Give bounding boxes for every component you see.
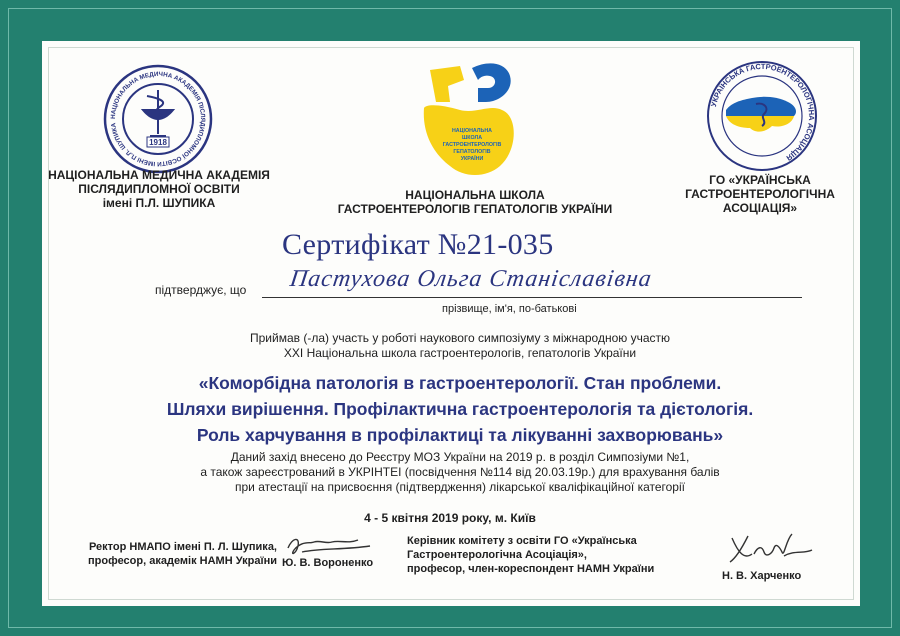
- name-caption: прізвище, ім'я, по-батькові: [442, 303, 577, 315]
- certificate-title: Сертифікат №21-035: [282, 228, 554, 261]
- school-logo-text: ГАСТРОЕНТЕРОЛОГІВ: [442, 142, 502, 148]
- rector-name: Ю. В. Вороненко: [282, 557, 374, 569]
- participation-line: Приймав (-ла) участь у роботі наукового симпозіуму з міжнародною участю: [249, 331, 671, 345]
- academy-ring-text: НАЦІОНАЛЬНА МЕДИЧНА АКАДЕМІЯ ПІСЛЯДИПЛОМНОЇ ОСВІТИ ІМЕНІ П.Л. ШУПИКА: [109, 70, 207, 168]
- event-date: 4 - 5 квітня 2019 року, м. Київ: [364, 511, 536, 525]
- school-logo-blue-shape: [472, 63, 511, 102]
- rector-role-line: професор, академік НАМН України: [88, 555, 277, 567]
- association-name-line: ГО «УКРАЇНСЬКА: [709, 173, 811, 187]
- school-logo: [420, 58, 530, 182]
- school-name-line: НАЦІОНАЛЬНА ШКОЛА: [405, 188, 545, 202]
- symposium-topic: [110, 370, 810, 448]
- recipient-name: Пастухова Ольга Станіславівна: [288, 266, 654, 292]
- association-ring-text: УКРАЇНСЬКА ГАСТРОЕНТЕРОЛОГІЧНА АСОЦІАЦІЯ: [708, 61, 817, 163]
- bowl-of-hygieia-icon: [143, 90, 173, 136]
- academy-logo: [103, 64, 213, 174]
- association-name-line: ГАСТРОЕНТЕРОЛОГІЧНА: [685, 187, 835, 201]
- registry-line: Даний захід внесено до Реєстру МОЗ України на 2019 р. в розділ Симпозіуми №1,: [230, 450, 690, 464]
- academy-name-line: імені П.Л. ШУПИКА: [102, 196, 216, 210]
- rector-role-line: Ректор НМАПО імені П. Л. Шупика,: [88, 541, 277, 553]
- topic-line: «Коморбідна патологія в гастроентерології. Стан проблеми.: [198, 373, 722, 393]
- academy-year: 1918: [149, 138, 167, 147]
- school-name-line: ГАСТРОЕНТЕРОЛОГІВ ГЕПАТОЛОГІВ УКРАЇНИ: [337, 202, 613, 216]
- participation-line: XXI Національна школа гастроентерологів, гепатологів України: [283, 346, 637, 360]
- school-name: [330, 188, 620, 216]
- recipient-name-underline: [262, 297, 802, 298]
- school-logo-text: ГЕПАТОЛОГІВ: [453, 149, 491, 155]
- registry-line: а також зареєстрований в УКРІНТЕІ (посвідчення №114 від 20.03.19р.) для врахування балів: [200, 465, 720, 479]
- topic-line: Роль харчування в профілактиці та лікуванні захворювань»: [196, 425, 724, 445]
- association-name: [660, 173, 860, 215]
- association-logo: [706, 60, 818, 172]
- ukraine-map-icon: [726, 97, 796, 132]
- academy-name-line: НАЦІОНАЛЬНА МЕДИЧНА АКАДЕМІЯ: [48, 168, 270, 182]
- rector-role: [57, 540, 277, 568]
- school-logo-text: НАЦІОНАЛЬНА: [451, 128, 493, 134]
- participation-text: [190, 331, 730, 361]
- topic-line: Шляхи вирішення. Профілактична гастроентерологія та дієтологія.: [166, 399, 754, 419]
- committee-head-signature: [722, 524, 818, 574]
- committee-head-name: Н. В. Харченко: [722, 570, 802, 582]
- association-name-line: АСОЦІАЦІЯ»: [722, 201, 798, 215]
- academy-name-line: ПІСЛЯДИПЛОМНОЇ ОСВІТИ: [78, 182, 240, 196]
- school-logo-text: ШКОЛА: [461, 135, 483, 141]
- registry-line: при атестації на присвоєння (підтвердження) лікарської кваліфікаційної категорії: [235, 480, 685, 494]
- academy-name: [48, 168, 270, 210]
- committee-head-role-line: професор, член-кореспондент НАМН України: [407, 563, 655, 575]
- confirms-label: підтверджує, що: [155, 283, 247, 297]
- school-logo-yellow-shape: [430, 66, 464, 102]
- school-logo-text: УКРАЇНИ: [460, 156, 484, 162]
- registry-text: [130, 450, 790, 495]
- committee-head-role-line: Гастроентерологічна Асоціація»,: [407, 549, 587, 561]
- committee-head-role: [407, 534, 707, 576]
- committee-head-role-line: Керівник комітету з освіти ГО «Українська: [407, 535, 637, 547]
